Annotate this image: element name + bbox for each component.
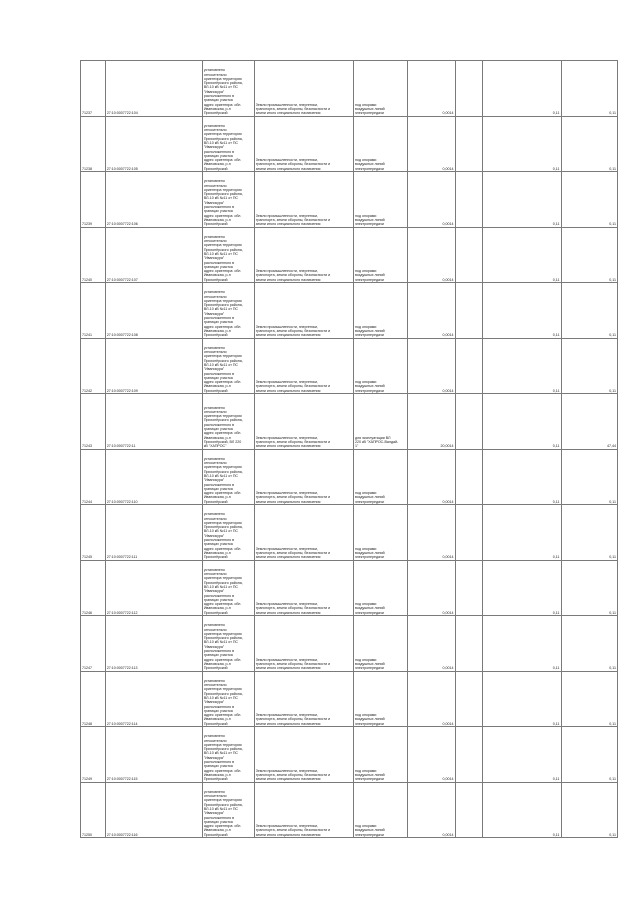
cadastral-number: 27:10:0007722:109 [106, 388, 138, 393]
empty-cell [455, 505, 482, 561]
cadastral-number: 27:10:0007722:104 [106, 111, 138, 116]
row-number-cell [81, 616, 106, 672]
location-description: установлено относительно ориентира территория Прихопёрского района, ВЛ-10 кВ №11 от ПС "Иванокура" расположенного в границах участка адрес ориентира: обл. Ивановская, р-н Прихопёрский [203, 345, 243, 393]
value-cell [482, 283, 561, 339]
total-cell [561, 283, 617, 339]
row-number: 71248 [82, 721, 92, 726]
table-row [81, 560, 618, 616]
location-cell [202, 61, 254, 117]
total-cell [561, 172, 617, 228]
value-amount: 0,11 [552, 388, 560, 393]
cadastral-number-cell [105, 505, 202, 561]
area-value: 0,0014 [442, 555, 454, 560]
permitted-use-cell [353, 394, 407, 450]
cadastral-number-cell [105, 616, 202, 672]
permitted-use: под опорами воздушных линий электропередачи [354, 713, 385, 726]
empty-cell [455, 172, 482, 228]
permitted-use: под опорами воздушных линий электропередачи [354, 324, 385, 338]
cadastral-number: 27:10:0007722:116 [106, 832, 138, 837]
empty-cell [455, 671, 482, 727]
row-number: 71246 [82, 610, 92, 615]
value-amount: 0,11 [552, 721, 560, 726]
location-cell [202, 116, 254, 172]
total-amount: 0,11 [609, 666, 616, 671]
value-cell [482, 338, 561, 394]
location-description: установлено относительно ориентира территория Прихопёрского района, ВЛ-10 кВ №11 от ПС "Иванокура" расположенного в границах участка адрес ориентира: обл. Ивановская, р-н Прихопёрский [203, 734, 243, 782]
total-amount: 0,11 [609, 111, 616, 116]
area-value: 20,0014 [440, 444, 454, 449]
area-value: 0,0014 [442, 610, 454, 615]
location-cell [202, 782, 254, 838]
value-amount: 0,11 [552, 166, 560, 171]
row-number-cell [81, 782, 106, 838]
value-amount: 0,11 [552, 666, 560, 671]
table-row [81, 505, 618, 561]
permitted-use: под опорами воздушных линий электропередачи [354, 102, 385, 116]
land-category-cell [254, 449, 353, 505]
area-value: 0,0014 [442, 277, 454, 282]
area-value: 0,0014 [442, 222, 454, 227]
land-category: Земли промышленности, энергетики, транспорта, земли обороны, безопасности и земли иного специального назначения [255, 602, 331, 615]
land-category-cell [254, 116, 353, 172]
row-number: 71242 [82, 388, 92, 393]
location-description: установлено относительно ориентира территория Прихопёрского района, ВЛ-10 кВ №11 от ПС "Иванокура" расположенного в границах участка адрес ориентира: обл. Ивановская, р-н Прихопёрский [203, 678, 243, 726]
empty-cell [455, 116, 482, 172]
cadastral-number: 27:10:0007722:107 [106, 277, 138, 282]
permitted-use-cell [353, 338, 407, 394]
area-cell [408, 616, 455, 672]
row-number: 71247 [82, 666, 92, 671]
total-cell [561, 227, 617, 283]
cadastral-number-cell [105, 782, 202, 838]
row-number-cell [81, 671, 106, 727]
total-cell [561, 616, 617, 672]
empty-cell [455, 227, 482, 283]
total-cell [561, 671, 617, 727]
land-category: Земли промышленности, энергетики, транспорта, земли обороны, безопасности и земли иного специального назначения [255, 713, 331, 726]
area-cell [408, 671, 455, 727]
permitted-use-cell [353, 116, 407, 172]
value-cell [482, 394, 561, 450]
area-cell [408, 338, 455, 394]
permitted-use-cell [353, 505, 407, 561]
row-number: 71244 [82, 499, 92, 504]
cadastral-number-cell [105, 449, 202, 505]
value-cell [482, 227, 561, 283]
location-description: установлено относительно ориентира территория Прихопёрского района, ВЛ-10 кВ №11 от ПС "Иванокура" расположенного в границах участка адрес ориентира: обл. Ивановская, р-н Прихопёрский [203, 567, 243, 615]
location-description: установлено относительно ориентира территория Прихопёрского района, ВЛ-10 кВ №11 от ПС "Иванокура" расположенного в границах участка адрес ориентира: обл. Ивановская, р-н Прихопёрский [203, 789, 243, 837]
location-cell [202, 727, 254, 783]
location-cell [202, 560, 254, 616]
land-plot-table [80, 60, 618, 838]
value-amount: 0,11 [552, 222, 560, 227]
land-category: Земли промышленности, энергетики, транспорта, земли обороны, безопасности и земли иного специального назначения [255, 657, 331, 671]
land-category-cell [254, 394, 353, 450]
empty-cell [455, 782, 482, 838]
permitted-use: под опорами воздушных линий электропередачи [354, 491, 385, 504]
value-cell [482, 61, 561, 117]
permitted-use: под опорами воздушных линий электропередачи [354, 380, 385, 393]
cadastral-number-cell [105, 172, 202, 228]
total-cell [561, 560, 617, 616]
cadastral-number-cell [105, 227, 202, 283]
area-cell [408, 283, 455, 339]
location-cell [202, 671, 254, 727]
total-cell [561, 394, 617, 450]
empty-cell [455, 449, 482, 505]
land-category-cell [254, 61, 353, 117]
table-row [81, 449, 618, 505]
land-category: Земли промышленности, энергетики, транспорта, земли обороны, безопасности и земли иного специального назначения [255, 269, 331, 282]
empty-cell [455, 283, 482, 339]
value-amount: 0,11 [552, 555, 560, 560]
table-body [81, 61, 618, 838]
area-value: 0,0014 [442, 388, 454, 393]
permitted-use-cell [353, 782, 407, 838]
permitted-use: под опорами воздушных линий электропередачи [354, 213, 385, 227]
location-description: установлено относительно ориентира территория Прихопёрского района, ВЛ-10 кВ №11 от ПС "Иванокура" расположенного в границах участка адрес ориентира: обл. Ивановская, р-н Прихопёрский [203, 623, 243, 671]
permitted-use-cell [353, 172, 407, 228]
total-cell [561, 116, 617, 172]
total-amount: 0,11 [609, 277, 616, 282]
permitted-use-cell [353, 227, 407, 283]
value-amount: 0,11 [552, 499, 560, 504]
permitted-use-cell [353, 727, 407, 783]
value-cell [482, 116, 561, 172]
permitted-use: под опорами воздушных линий электропередачи [354, 158, 385, 171]
area-cell [408, 727, 455, 783]
area-value: 0,0014 [442, 832, 454, 837]
empty-cell [455, 338, 482, 394]
cadastral-number: 27:10:0007722:108 [106, 333, 138, 338]
value-cell [482, 560, 561, 616]
row-number-cell [81, 449, 106, 505]
cadastral-number: 27:10:0007722:105 [106, 166, 138, 171]
land-category: Земли промышленности, энергетики, транспорта, земли обороны, безопасности и земли иного специального назначения [255, 158, 331, 171]
empty-cell [455, 394, 482, 450]
cadastral-number: 27:10:0007722:113 [106, 666, 138, 671]
row-number-cell [81, 172, 106, 228]
land-category: Земли промышленности, энергетики, транспорта, земли обороны, безопасности и земли иного специального назначения [255, 768, 331, 782]
location-cell [202, 172, 254, 228]
total-amount: 47,44 [607, 444, 616, 449]
area-cell [408, 116, 455, 172]
table-row [81, 394, 618, 450]
row-number-cell [81, 227, 106, 283]
cadastral-number-cell [105, 116, 202, 172]
table-row [81, 227, 618, 283]
table-row [81, 116, 618, 172]
land-category: Земли промышленности, энергетики, транспорта, земли обороны, безопасности и земли иного специального назначения [255, 213, 331, 227]
location-description: установлено относительно ориентира территория Прихопёрского района, ВЛ-10 кВ №11 от ПС "Иванокура" расположенного в границах участка адрес ориентира: обл. Ивановская, р-н Прихопёрский [203, 68, 243, 116]
location-cell [202, 338, 254, 394]
land-category-cell [254, 671, 353, 727]
permitted-use: под опорами воздушных линий электропередачи [354, 546, 385, 560]
permitted-use-cell [353, 671, 407, 727]
cadastral-number: 27:10:0007722:11 [106, 444, 136, 449]
location-description: установлено относительно ориентира территория Прихопёрского района, ВЛ-10 кВ №11 от ПС "Иванокура" расположенного в границах участка адрес ориентира: обл. Ивановская, р-н Прихопёрский [203, 123, 243, 171]
cadastral-number: 27:10:0007722:114 [106, 721, 138, 726]
total-amount: 0,11 [609, 222, 616, 227]
permitted-use: под опорами воздушных линий электропередачи [354, 768, 385, 782]
land-category-cell [254, 227, 353, 283]
land-category-cell [254, 782, 353, 838]
value-cell [482, 671, 561, 727]
cadastral-number: 27:10:0007722:110 [106, 499, 138, 504]
value-cell [482, 449, 561, 505]
location-cell [202, 227, 254, 283]
value-amount: 0,11 [552, 444, 560, 449]
value-amount: 0,11 [552, 832, 560, 837]
row-number: 71240 [82, 277, 92, 282]
cadastral-number-cell [105, 61, 202, 117]
value-amount: 0,11 [552, 610, 560, 615]
location-description: установлено относительно ориентира территория Прихопёрского района, ВЛ-10 кВ №11 от ПС "Иванокура" расположенного в границах участка адрес ориентира: обл. Ивановская, р-н Прихопёрский [203, 456, 243, 504]
value-cell [482, 172, 561, 228]
empty-cell [455, 616, 482, 672]
permitted-use-cell [353, 616, 407, 672]
row-number-cell [81, 283, 106, 339]
row-number: 71245 [82, 555, 92, 560]
value-amount: 0,11 [552, 333, 560, 338]
row-number: 71238 [82, 166, 92, 171]
permitted-use: под опорами воздушных линий электропередачи [354, 602, 385, 615]
row-number-cell [81, 394, 106, 450]
table-row [81, 616, 618, 672]
permitted-use-cell [353, 560, 407, 616]
cadastral-number-cell [105, 283, 202, 339]
land-category: Земли промышленности, энергетики, транспорта, земли обороны, безопасности и земли иного специального назначения [255, 435, 331, 449]
table-row [81, 172, 618, 228]
permitted-use-cell [353, 61, 407, 117]
row-number: 71250 [82, 832, 92, 837]
row-number-cell [81, 116, 106, 172]
empty-cell [455, 61, 482, 117]
land-category: Земли промышленности, энергетики, транспорта, земли обороны, безопасности и земли иного специального назначения [255, 824, 331, 837]
cadastral-number-cell [105, 727, 202, 783]
location-description: установлено относительно ориентира территория Прихопёрского района, ВЛ-10 кВ №11 от ПС "Иванокура" расположенного в границах участка адрес ориентира: обл. Ивановская, р-н Прихопёрский [203, 234, 243, 282]
area-value: 0,0014 [442, 777, 454, 782]
value-cell [482, 616, 561, 672]
area-cell [408, 61, 455, 117]
empty-cell [455, 727, 482, 783]
total-cell [561, 449, 617, 505]
cadastral-number-cell [105, 671, 202, 727]
row-number: 71237 [82, 111, 92, 116]
area-cell [408, 227, 455, 283]
land-category-cell [254, 505, 353, 561]
location-description: установлено относительно ориентира территория Прихопёрского района, расположенного в границах участка адрес ориентира: обл. Ивановская, р-н Прихопёрский, ВЛ 220 кВ "ХАПРОС" [203, 405, 243, 449]
permitted-use: под опорами воздушных линий электропередачи [354, 269, 385, 282]
land-category: Земли промышленности, энергетики, транспорта, земли обороны, безопасности и земли иного специального назначения [255, 491, 331, 504]
permitted-use: для эксплуатации ВЛ 220 кВ "ХАПРОС-Валдай- 1" [354, 435, 399, 449]
permitted-use: под опорами воздушных линий электропередачи [354, 824, 385, 837]
area-value: 0,0014 [442, 499, 454, 504]
land-category-cell [254, 727, 353, 783]
area-cell [408, 449, 455, 505]
total-cell [561, 61, 617, 117]
cadastral-number: 27:10:0007722:106 [106, 222, 138, 227]
total-amount: 0,11 [609, 166, 616, 171]
value-amount: 0,11 [552, 777, 560, 782]
row-number-cell [81, 560, 106, 616]
location-description: установлено относительно ориентира территория Прихопёрского района, ВЛ-10 кВ №11 от ПС "Иванокура" расположенного в границах участка адрес ориентира: обл. Ивановская, р-н Прихопёрский [203, 512, 243, 560]
table-row [81, 671, 618, 727]
cadastral-number: 27:10:0007722:112 [106, 610, 138, 615]
area-cell [408, 394, 455, 450]
land-category: Земли промышленности, энергетики, транспорта, земли обороны, безопасности и земли иного специального назначения [255, 324, 331, 338]
land-category-cell [254, 283, 353, 339]
land-category: Земли промышленности, энергетики, транспорта, земли обороны, безопасности и земли иного специального назначения [255, 380, 331, 393]
total-amount: 0,11 [609, 388, 616, 393]
row-number: 71243 [82, 444, 92, 449]
location-cell [202, 394, 254, 450]
row-number-cell [81, 727, 106, 783]
total-amount: 0,11 [609, 777, 616, 782]
area-value: 0,0014 [442, 166, 454, 171]
value-amount: 0,11 [552, 277, 560, 282]
cadastral-number-cell [105, 560, 202, 616]
location-cell [202, 505, 254, 561]
table-row [81, 727, 618, 783]
location-description: установлено относительно ориентира территория Прихопёрского района, ВЛ-10 кВ №11 от ПС "Иванокура" расположенного в границах участка адрес ориентира: обл. Ивановская, р-н Прихопёрский [203, 290, 243, 338]
location-cell [202, 449, 254, 505]
table-row [81, 283, 618, 339]
row-number-cell [81, 505, 106, 561]
row-number-cell [81, 338, 106, 394]
area-cell [408, 782, 455, 838]
permitted-use: под опорами воздушных линий электропередачи [354, 657, 385, 671]
location-cell [202, 283, 254, 339]
total-amount: 0,11 [609, 832, 616, 837]
total-amount: 0,11 [609, 721, 616, 726]
area-value: 0,0014 [442, 666, 454, 671]
land-category-cell [254, 172, 353, 228]
table-row [81, 338, 618, 394]
total-amount: 0,11 [609, 555, 616, 560]
cadastral-number: 27:10:0007722:111 [106, 555, 138, 560]
area-cell [408, 560, 455, 616]
empty-cell [455, 560, 482, 616]
row-number-cell [81, 61, 106, 117]
row-number: 71241 [82, 333, 92, 338]
cadastral-number: 27:10:0007722:115 [106, 777, 138, 782]
land-category: Земли промышленности, энергетики, транспорта, земли обороны, безопасности и земли иного специального назначения [255, 102, 331, 116]
total-cell [561, 727, 617, 783]
area-value: 0,0014 [442, 333, 454, 338]
area-cell [408, 172, 455, 228]
total-cell [561, 505, 617, 561]
cadastral-number-cell [105, 338, 202, 394]
permitted-use-cell [353, 283, 407, 339]
land-category-cell [254, 338, 353, 394]
area-value: 0,0014 [442, 721, 454, 726]
total-amount: 0,11 [609, 610, 616, 615]
cadastral-number-cell [105, 394, 202, 450]
area-cell [408, 505, 455, 561]
row-number: 71249 [82, 777, 92, 782]
location-cell [202, 616, 254, 672]
land-category: Земли промышленности, энергетики, транспорта, земли обороны, безопасности и земли иного специального назначения [255, 546, 331, 560]
total-amount: 0,11 [609, 333, 616, 338]
total-cell [561, 782, 617, 838]
row-number: 71239 [82, 222, 92, 227]
table-row [81, 782, 618, 838]
total-cell [561, 338, 617, 394]
value-amount: 0,11 [552, 111, 560, 116]
value-cell [482, 782, 561, 838]
location-description: установлено относительно ориентира территория Прихопёрского района, ВЛ-10 кВ №11 от ПС "Иванокура" расположенного в границах участка адрес ориентира: обл. Ивановская, р-н Прихопёрский [203, 179, 243, 227]
total-amount: 0,11 [609, 499, 616, 504]
area-value: 0,0014 [442, 111, 454, 116]
table-row [81, 61, 618, 117]
value-cell [482, 727, 561, 783]
land-category-cell [254, 560, 353, 616]
value-cell [482, 505, 561, 561]
permitted-use-cell [353, 449, 407, 505]
land-category-cell [254, 616, 353, 672]
